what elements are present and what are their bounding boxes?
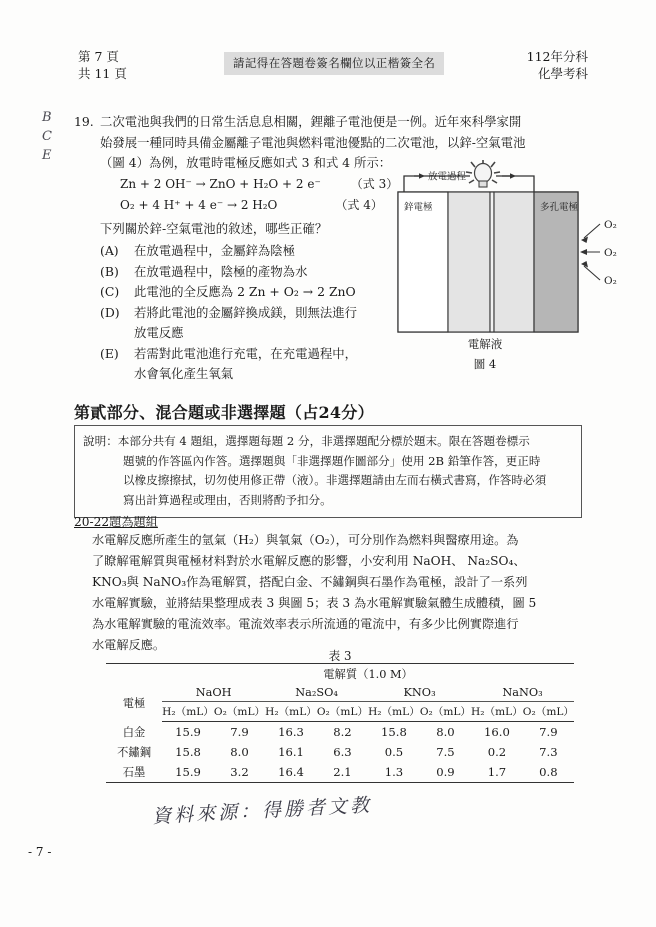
equation-4-tag: （式 4） — [335, 197, 383, 212]
page-header — [78, 48, 588, 90]
total-pages-line: 共 11 頁 — [78, 66, 127, 81]
option-b-label: (B) — [100, 263, 119, 279]
row-0-cell-5: 8.0 — [436, 724, 455, 739]
zinc-electrode-label: 鋅電極 — [404, 202, 433, 213]
row-2-cell-6: 1.7 — [471, 762, 523, 783]
equation-4-row — [120, 195, 404, 216]
question-19-prompt: 下列關於鋅-空氣電池的敘述，哪些正確？ — [100, 220, 328, 236]
option-b[interactable] — [100, 262, 404, 283]
zinc-electrode-block — [398, 192, 448, 332]
option-d-label: (D) — [100, 304, 120, 320]
option-a[interactable] — [100, 241, 404, 262]
option-d[interactable] — [100, 303, 404, 344]
exam-subject-line: 化學考科 — [537, 66, 588, 81]
table-measure-0: H₂（mL） — [162, 702, 214, 722]
row-2-electrode: 石墨 — [106, 762, 162, 783]
passage-line-2: 了瞭解電解質與電極材料對於水電解反應的影響，小安利用 NaOH、 Na₂SO₄、 — [92, 554, 526, 568]
row-2-cell-1: 3.2 — [214, 762, 265, 783]
table-measure-3: O₂（mL） — [317, 702, 368, 722]
electrolyte-region-left — [448, 192, 490, 332]
figure-4 — [392, 160, 648, 375]
exam-year-line: 112年分科 — [526, 49, 588, 64]
row-1-cell-1: 8.0 — [230, 744, 249, 759]
table-electrolyte-nano3: NaNO₃ — [471, 684, 574, 702]
row-2-cell-4: 1.3 — [368, 762, 420, 783]
row-0-cell-1: 7.9 — [230, 724, 249, 739]
equation-3: Zn + 2 OH⁻ → ZnO + H₂O + 2 e⁻ — [120, 176, 321, 191]
zinc-air-cell-diagram — [392, 160, 648, 355]
row-2-cell-3: 2.1 — [317, 762, 368, 783]
table-3-caption: 表 3 — [328, 649, 352, 663]
margin-answer-b: B — [42, 110, 52, 125]
o2-label-1: O₂ — [604, 219, 617, 231]
table-supertitle: 電解質（1.0 M） — [162, 664, 574, 685]
instruction-line-2: 題號的作答區內作答。選擇題與「非選擇題作圖部分」使用 2B 鉛筆作答，更正時 — [123, 453, 541, 468]
part-2-instructions-box — [74, 425, 582, 518]
question-19-line-3: （圖 4）為例，放電時電極反應如式 3 和式 4 所示： — [100, 155, 392, 170]
option-d-text: 若將此電池的金屬鋅換成鎂，則無法進行 — [134, 304, 358, 320]
instruction-line-4: 寫出計算過程或理由，否則將酌予扣分。 — [123, 492, 332, 507]
option-e[interactable] — [100, 344, 404, 385]
row-0-cell-2: 16.3 — [278, 724, 304, 739]
row-2-cell-5: 0.9 — [420, 762, 471, 783]
current-arrow-right-head — [510, 173, 516, 179]
handwritten-margin-answer — [42, 108, 52, 165]
figure-4-caption: 圖 4 — [473, 357, 497, 371]
table-measure-5: O₂（mL） — [420, 702, 471, 722]
signature-notice: 請記得在答題卷簽名欄位以正楷簽全名 — [224, 52, 444, 75]
table-row-supertitle — [106, 664, 574, 685]
question-19-options — [100, 241, 404, 385]
option-c-label: (C) — [100, 284, 120, 299]
option-a-label: (A) — [100, 243, 119, 258]
table-measure-6: H₂（mL） — [471, 702, 523, 722]
separator-membrane — [490, 192, 494, 332]
row-1-electrode: 不鏽鋼 — [117, 745, 152, 759]
current-arrow-left-head — [419, 173, 425, 179]
row-0-cell-0: 15.9 — [175, 724, 201, 739]
equation-3-tag: （式 3） — [350, 176, 399, 191]
row-1-cell-3: 6.3 — [333, 744, 352, 759]
row-1-cell-5: 7.5 — [436, 744, 455, 759]
passage-line-1: 水電解反應所產生的氫氣（H₂）與氧氣（O₂），可分別作為燃料與醫療用途。為 — [92, 533, 519, 547]
margin-answer-c: C — [42, 129, 52, 144]
page-number-line: 第 7 頁 — [78, 49, 119, 64]
row-1-cell-0: 15.8 — [175, 744, 201, 759]
light-bulb-icon — [466, 160, 500, 187]
instruction-line-1: 說明：本部分共有 4 題組，選擇題每題 2 分，非選擇題配分標於題末。限在答題卷標示 — [83, 434, 530, 448]
discharge-process-label: 放電過程 — [428, 171, 467, 183]
table-row-measures — [106, 702, 574, 722]
equation-3-row — [120, 174, 404, 195]
table-row-electrolytes — [106, 684, 574, 702]
question-19-line-1: 二次電池與我們的日常生活息息相關，鋰離子電池便是一例。近年來科學家開 — [100, 114, 522, 129]
row-2-cell-2: 16.4 — [265, 762, 317, 783]
passage-line-6: 水電解反應。 — [92, 638, 166, 652]
electrolyte-region-right — [494, 192, 534, 332]
table-electrolyte-na2so4: Na₂SO₄ — [265, 684, 368, 702]
table-row — [106, 742, 574, 762]
option-a-text: 在放電過程中，金屬鋅為陰極 — [134, 243, 296, 258]
porous-electrode-block — [534, 192, 578, 332]
passage-line-5: 為水電解實驗的電流效率。電流效率表示所流通的電流中，有多少比例實際進行 — [92, 617, 519, 631]
circuit-wire — [404, 176, 534, 192]
handwritten-source-note: 資料來源：得勝者文教 — [151, 794, 373, 828]
table-measure-4: H₂（mL） — [368, 702, 420, 722]
option-e-text-cont: 水會氧化產生氧氣 — [134, 366, 234, 381]
page-count-block — [78, 48, 127, 82]
table-electrolyte-kno3: KNO₃ — [368, 684, 471, 702]
table-row-header-label: 電極 — [122, 696, 146, 710]
option-b-text: 在放電過程中，陰極的產物為水 — [134, 263, 308, 279]
question-19-number: 19. — [74, 114, 94, 129]
passage-line-3: KNO₃與 NaNO₃作為電解質，搭配白金、不鏽鋼與石墨作為電極，設計了一系列 — [92, 575, 528, 589]
table-measure-1: O₂（mL） — [214, 702, 265, 722]
page-footer: - 7 - — [28, 845, 52, 859]
table-3 — [106, 663, 574, 783]
porous-electrode-label: 多孔電極 — [540, 202, 579, 213]
row-0-cell-3: 8.2 — [333, 724, 352, 739]
table-row — [106, 762, 574, 783]
instruction-line-3: 以橡皮擦擦拭，切勿使用修正帶（液）。非選擇題請由左而右橫式書寫，作答時必須 — [123, 473, 547, 487]
row-1-cell-6: 0.2 — [487, 744, 507, 759]
option-d-text-cont: 放電反應 — [134, 325, 184, 340]
option-c[interactable] — [100, 282, 404, 303]
row-0-cell-6: 16.0 — [484, 724, 510, 739]
row-1-cell-4: 0.5 — [384, 744, 404, 759]
row-1-cell-2: 16.1 — [278, 744, 304, 759]
row-0-electrode: 白金 — [122, 725, 146, 739]
table-electrolyte-naoh: NaOH — [162, 684, 265, 702]
row-1-cell-7: 7.3 — [539, 744, 558, 759]
oxygen-arrow-head-2 — [580, 249, 587, 255]
table-measure-2: H₂（mL） — [265, 702, 317, 722]
option-e-text: 若需對此電池進行充電，在充電過程中， — [134, 345, 358, 361]
row-0-cell-7: 7.9 — [539, 724, 558, 739]
question-19-line-2: 始發展一種同時具備金屬離子電池與燃料電池優點的二次電池，以鋅-空氣電池 — [100, 134, 526, 150]
table-row — [106, 722, 574, 742]
option-e-label: (E) — [100, 345, 119, 361]
row-2-cell-0: 15.9 — [162, 762, 214, 783]
option-c-text: 此電池的全反應為 2 Zn + O₂ → 2 ZnO — [134, 284, 356, 299]
row-0-cell-4: 15.8 — [381, 724, 407, 739]
table-corner-blank — [106, 664, 162, 685]
part-2-title: 第貳部分、混合題或非選擇題（占24分） — [74, 403, 374, 422]
electrolyte-caption: 電解液 — [467, 337, 503, 351]
table-measure-7: O₂（mL） — [523, 702, 574, 722]
equation-4: O₂ + 4 H⁺ + 4 e⁻ → 2 H₂O — [120, 197, 278, 212]
row-2-cell-7: 0.8 — [523, 762, 574, 783]
passage-line-4: 水電解實驗，並將結果整理成表 3 與圖 5；表 3 為水電解實驗氣體生成體積，圖 5 — [92, 596, 537, 610]
exam-info-block — [527, 48, 588, 82]
o2-label-3: O₂ — [604, 275, 617, 287]
group-2022-passage — [92, 530, 592, 656]
group-2022-heading: 20-22題為題組 — [74, 515, 158, 529]
margin-answer-e: E — [42, 148, 52, 163]
o2-label-2: O₂ — [604, 247, 617, 259]
